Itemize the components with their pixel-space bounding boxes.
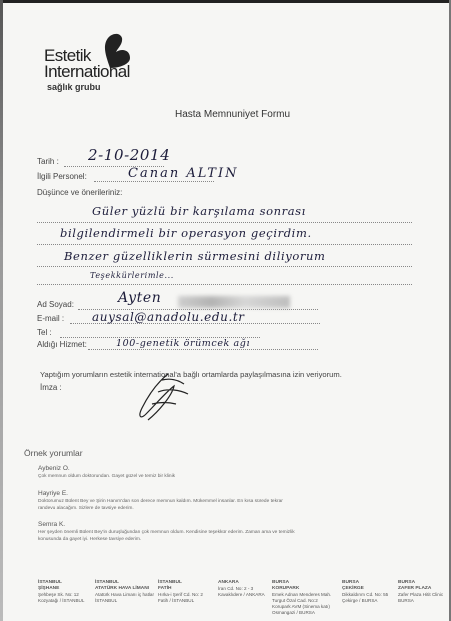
address-block-4 bbox=[218, 580, 265, 598]
email-label: E-mail : bbox=[37, 314, 65, 323]
address-branch: FATİH bbox=[158, 586, 172, 591]
address-line: Kozyatağı / İSTANBUL bbox=[38, 598, 85, 603]
address-city: BURSA bbox=[342, 580, 360, 585]
address-city: BURSA bbox=[398, 580, 416, 585]
address-line: Fatih / İSTANBUL bbox=[158, 598, 195, 603]
phone-label: Tel : bbox=[37, 328, 52, 337]
address-city: İSTANBUL bbox=[38, 580, 62, 585]
address-line: Çekirge / BURSA bbox=[342, 598, 378, 603]
example-text-3: Her şeyden önemli Bülent Bey'in duruşluğundan çok memnun oldum. Kendisine teşekkür ederim. Zaman ama ve temizlik konusunda da gayet iyi. Herkese tavsiye ederim. bbox=[38, 530, 295, 542]
service-line bbox=[88, 349, 318, 350]
address-block-5 bbox=[272, 580, 331, 616]
brand-logo bbox=[44, 48, 130, 92]
signature-label: İmza : bbox=[40, 383, 62, 392]
comment-handwriting-3: Benzer güzelliklerin sürmesini diliyorum bbox=[64, 249, 326, 263]
brand-line-2: International bbox=[44, 62, 130, 81]
address-block-6 bbox=[342, 580, 388, 604]
address-line: Şehbeşe Sk. No: 12 bbox=[38, 592, 79, 597]
scan-left-edge bbox=[0, 0, 3, 621]
comments-label: Düşünce ve önerileriniz: bbox=[37, 188, 123, 197]
service-value: 100-genetik örümcek ağı bbox=[116, 338, 251, 349]
branch-addresses bbox=[0, 580, 451, 616]
comment-handwriting-2: bilgilendirmeli bir operasyon geçirdim. bbox=[60, 226, 312, 240]
name-value: Ayten bbox=[118, 290, 162, 306]
form-title: Hasta Memnuniyet Formu bbox=[175, 109, 291, 120]
address-line: Emek Adnan Menderes Mah. bbox=[272, 592, 332, 597]
brand-line-3: sağlık grubu bbox=[47, 82, 101, 92]
service-label: Aldığı Hizmet: bbox=[37, 340, 87, 349]
address-branch: ZAFER PLAZA bbox=[398, 586, 432, 591]
example-text-1: Çok memnun oldum doktorundan. Gayet güzel ve temiz bir klinik bbox=[38, 474, 176, 479]
example-text-2: Doktorumuz Bülent Bey ve Şirin Hanım'dan son derece memnun kaldım. Mükemmel insanlar. En kısa sürede tekrar randevu alacağım. Sizlere de tavsiye ederim. bbox=[38, 499, 283, 511]
comments-line-4 bbox=[37, 284, 412, 285]
address-line: Atatürk Hava Limanı iç hatlar bbox=[95, 592, 154, 597]
address-line: Hırka-i Şerif Cd. No: 2 bbox=[158, 592, 203, 597]
staff-line bbox=[94, 181, 214, 182]
comment-handwriting-4: Teşekkürlerimle... bbox=[90, 271, 174, 280]
address-block-3 bbox=[158, 580, 203, 604]
address-line: Dikkaldırım Cd. No: 55 bbox=[342, 592, 389, 597]
address-block-7 bbox=[398, 580, 446, 604]
address-line: Osmangazi / BURSA bbox=[272, 610, 315, 615]
address-block-2 bbox=[95, 580, 154, 604]
address-block-1 bbox=[38, 580, 84, 604]
address-city: ANKARA bbox=[218, 580, 239, 585]
address-branch: ŞİŞHANE bbox=[38, 586, 60, 591]
email-value: auysal@anadolu.edu.tr bbox=[92, 310, 245, 324]
consent-text: Yaptığım yorumların estetik international'a bağlı ortamlarda paylaşılmasına izin veriyorum. bbox=[40, 370, 342, 379]
address-line: Korupark AVM (Sinema katı) bbox=[272, 604, 330, 609]
address-line: İSTANBUL bbox=[95, 598, 118, 603]
address-line: Zafer Plaza Hitit Clinic BURSA bbox=[398, 592, 444, 603]
date-label: Tarih : bbox=[37, 157, 59, 166]
name-label: Ad Soyad: bbox=[37, 300, 74, 309]
comments-line-1 bbox=[37, 222, 412, 223]
example-name-3: Semra K. bbox=[38, 521, 66, 528]
comment-handwriting-1: Güler yüzlü bir karşılama sonrası bbox=[92, 204, 306, 218]
address-branch: KORUPARK bbox=[272, 586, 300, 591]
scan-top-edge bbox=[0, 0, 451, 3]
address-city: İSTANBUL bbox=[95, 580, 119, 585]
example-name-1: Aybeniz O. bbox=[38, 465, 70, 472]
examples-title: Örnek yorumlar bbox=[24, 448, 83, 458]
address-line: Turgut Özal Cad. No:2 bbox=[272, 598, 318, 603]
staff-label: İlgili Personel: bbox=[37, 172, 87, 181]
comments-line-3 bbox=[37, 266, 412, 267]
date-value: 2-10-2014 bbox=[88, 146, 171, 164]
address-city: İSTANBUL bbox=[158, 580, 182, 585]
address-line: Kavaklıdere / ANKARA bbox=[218, 592, 265, 597]
example-name-2: Hayriye E. bbox=[38, 490, 68, 497]
comments-line-2 bbox=[37, 244, 412, 245]
staff-value: Canan ALTIN bbox=[128, 166, 239, 181]
address-city: BURSA bbox=[272, 580, 290, 585]
address-line: İran Cd. No: 2 - 3 bbox=[218, 586, 254, 591]
name-redaction bbox=[178, 296, 290, 308]
address-branch: ÇEKİRGE bbox=[342, 586, 364, 591]
address-branch: ATATÜRK HAVA LİMANI bbox=[95, 586, 149, 591]
signature-image bbox=[128, 368, 198, 424]
brand-line-1: Estetik bbox=[44, 46, 91, 65]
